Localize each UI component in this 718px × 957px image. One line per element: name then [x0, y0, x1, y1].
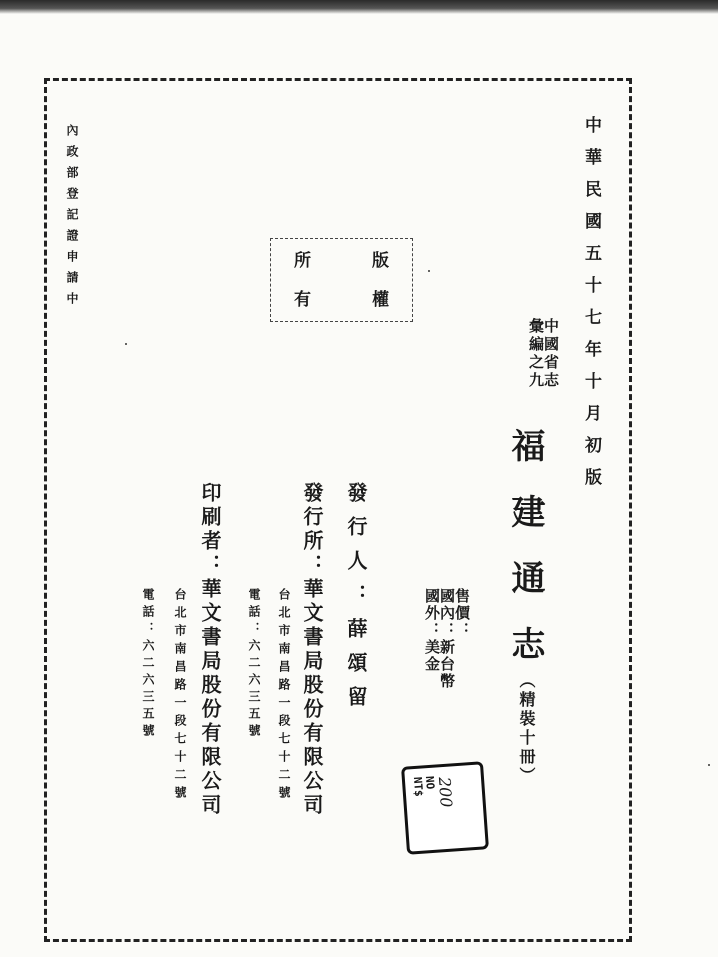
- issuer: 發行所：華文書局股份有限公司: [300, 482, 324, 818]
- printer: 印刷者：華文書局股份有限公司: [198, 482, 222, 818]
- series-line-2: 彙編之九: [527, 318, 545, 390]
- copyright-box: [270, 238, 413, 322]
- scan-speck: [125, 343, 127, 345]
- copyright-char: 版: [372, 251, 389, 271]
- price-block: [424, 588, 469, 690]
- binding-note: （精裝十冊）: [517, 672, 536, 786]
- copyright-char: 權: [372, 290, 389, 310]
- scan-speck: [428, 270, 430, 272]
- stamp-handwritten: 200: [434, 776, 456, 809]
- scan-edge: [0, 0, 718, 14]
- issuer-address: 台北市南昌路一段七十二號: [277, 588, 291, 804]
- printer-phone: 電話：六二六三五號: [141, 588, 155, 741]
- printer-address: 台北市南昌路一段七十二號: [173, 588, 187, 804]
- issuer-phone: 電話：六二六三五號: [247, 588, 261, 741]
- copyright-char: 所: [294, 251, 311, 271]
- registration-note: 內政部登記證申請中: [65, 124, 79, 313]
- price-domestic: 國內：新台幣: [438, 588, 456, 690]
- scan-speck: [708, 764, 710, 766]
- price-foreign: 國外：美金: [423, 588, 441, 673]
- series-label: [528, 318, 558, 390]
- edition-date: 中華民國五十七年十月初版: [581, 116, 601, 500]
- publisher: 發行人：薛頌留: [344, 482, 368, 720]
- price-stamp: [401, 761, 489, 855]
- book-title: 福建通志: [505, 428, 545, 692]
- stamp-printed: [411, 776, 437, 798]
- stamp-currency: NT$: [410, 776, 426, 798]
- stamp-no: NO: [422, 775, 437, 790]
- price-label: 售價：: [453, 588, 471, 639]
- series-line-1: 中國省志: [542, 318, 560, 390]
- copyright-char: 有: [294, 290, 311, 310]
